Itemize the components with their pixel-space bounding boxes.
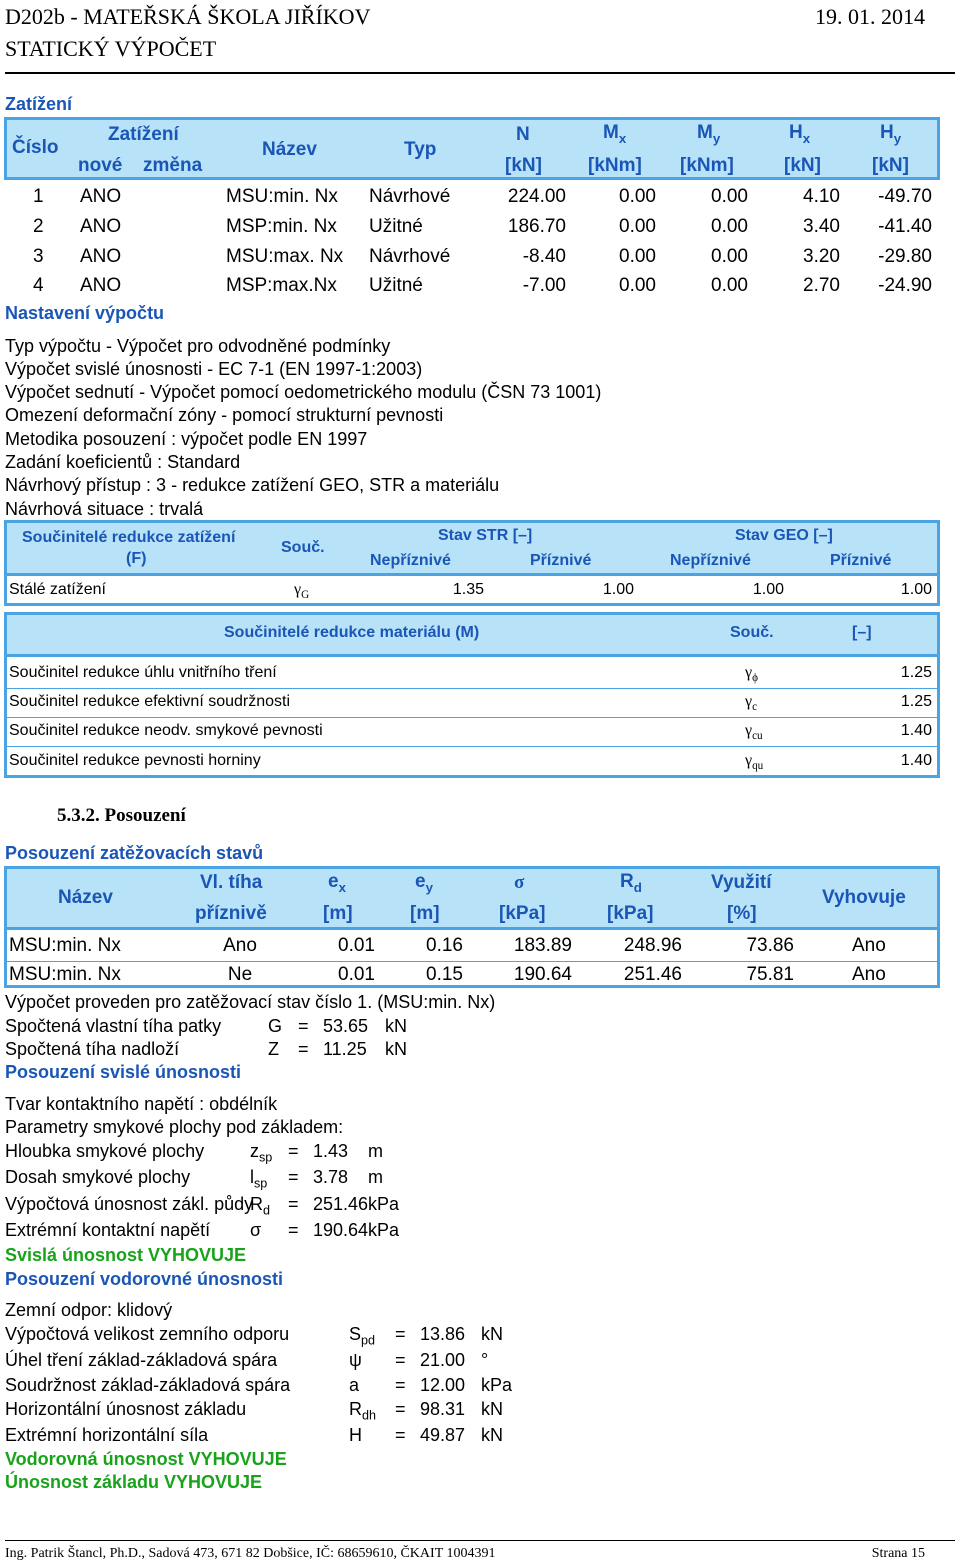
col-mx: $M_x$ [603, 122, 627, 146]
calc-label: Soudržnost základ-základová spára [5, 1375, 291, 1395]
calc-label: Horizontální únosnost základu [5, 1399, 247, 1419]
nastaveni-line: Návrhová situace : trvalá [5, 499, 204, 519]
row-divider [7, 961, 937, 962]
material-row-label: Součinitel redukce pevnosti horniny [9, 752, 261, 769]
row-my: 0.00 [711, 246, 748, 267]
pos-row-ey: 0.15 [426, 964, 463, 985]
row-hx: 4.10 [803, 186, 840, 207]
calc-unit: m [368, 1141, 383, 1161]
row-my: 0.00 [711, 275, 748, 296]
material-row-value: 1.25 [900, 693, 932, 710]
nastaveni-line: Návrhový přístup : 3 - redukce zatížení GEO, STR a materiálu [5, 475, 500, 495]
material-row-symbol [745, 722, 763, 742]
pos-row-nazev: MSU:min. Nx [9, 964, 121, 985]
calc-eq: = [395, 1425, 406, 1445]
row-cislo: 2 [33, 216, 44, 237]
pos-row-ex: 0.01 [338, 935, 375, 956]
row-hx: 3.40 [803, 216, 840, 237]
nastaveni-line: Zadání koeficientů : Standard [5, 452, 241, 472]
pos-col-prizn: příznivě [195, 903, 267, 924]
col-hy: $H_y$ [880, 122, 902, 146]
pos-row-ex: 0.01 [338, 964, 375, 985]
calc-unit: kN [481, 1399, 503, 1419]
row-divider [7, 688, 937, 689]
pos-col-ey-unit: [m] [410, 903, 440, 924]
calc-unit: kN [481, 1324, 503, 1344]
vypocet-line1: Výpočet proveden pro zatěžovací stav číslo 1. (MSU:min. Nx) [5, 992, 496, 1012]
row-cislo: 4 [33, 275, 44, 296]
souc-materialu-unit: [–] [852, 624, 872, 641]
calc-eq: = [395, 1350, 406, 1370]
nadlozi-symbol: Z [268, 1039, 279, 1059]
pos-row-sigma: 190.64 [513, 964, 572, 985]
calc-symbol [349, 1350, 362, 1374]
row-nove: ANO [80, 275, 122, 296]
pos-col-sigma-unit: [kPa] [499, 903, 546, 924]
calc-unit: kN [481, 1425, 503, 1445]
calc-value: 49.87 [420, 1425, 466, 1445]
calc-symbol [349, 1375, 359, 1399]
symbol-sub: pd [361, 1333, 376, 1348]
calc-value: 13.86 [420, 1324, 466, 1344]
pos-col-vyhovuje: Vyhovuje [822, 887, 906, 908]
col-hx-unit: [kN] [784, 155, 821, 176]
geo-neprizn-value: 1.00 [752, 581, 784, 598]
col-mx-unit: [kNm] [588, 155, 642, 176]
symbol-main: R [250, 1194, 263, 1214]
row-divider [7, 746, 937, 747]
calc-eq: = [395, 1399, 406, 1419]
row-mx: 0.00 [619, 186, 656, 207]
pos-col-ex: $e_x$ [328, 871, 346, 895]
pos-row-vyuziti: 75.81 [746, 964, 794, 985]
material-row-label: Součinitel redukce úhlu vnitřního tření [9, 664, 277, 681]
pos-row-rd: 248.96 [623, 935, 682, 956]
zatizeni-title: Zatížení [5, 94, 73, 114]
row-n: -8.40 [522, 246, 566, 267]
nadlozi-unit: kN [385, 1039, 407, 1059]
calc-label: Extrémní horizontální síla [5, 1425, 209, 1445]
row-hx: 3.20 [803, 246, 840, 267]
gamma-symbol: γ [745, 752, 753, 769]
gamma-subscript: ϕ [752, 672, 758, 685]
posouzeni-header-box [4, 866, 940, 930]
symbol-main: S [349, 1324, 362, 1344]
pos-col-nazev: Název [58, 887, 113, 908]
calc-eq: = [288, 1167, 299, 1187]
nastaveni-line: Omezení deformační zóny - pomocí strukturní pevnosti [5, 405, 444, 425]
row-n: 186.70 [507, 216, 566, 237]
posouzeni-stavu-title: Posouzení zatěžovacích stavů [5, 843, 264, 863]
symbol-sub: sp [259, 1150, 273, 1165]
footer-page: Strana 15 [871, 1546, 925, 1561]
pos-col-ex-unit: [m] [323, 903, 353, 924]
calc-label: Extrémní kontaktní napětí [5, 1220, 211, 1240]
row-mx: 0.00 [619, 216, 656, 237]
str-neprizn-value: 1.35 [452, 581, 484, 598]
calc-value: 3.78 [313, 1167, 349, 1187]
col-my-unit: [kNm] [680, 155, 734, 176]
calc-value: 98.31 [420, 1399, 466, 1419]
calc-value: 190.64 [313, 1220, 369, 1240]
calc-symbol [250, 1141, 272, 1165]
calc-eq: = [288, 1220, 299, 1240]
pos-row-ey: 0.16 [426, 935, 463, 956]
calc-unit: kPa [481, 1375, 513, 1395]
row-divider [7, 717, 937, 718]
nastaveni-line: Výpočet svislé únosnosti - EC 7-1 (EN 1997-1:2003) [5, 359, 423, 379]
parametry-smykove-plochy: Parametry smykové plochy pod základem: [5, 1117, 344, 1137]
calc-label: Hloubka smykové plochy [5, 1141, 205, 1161]
souc-zatizeni-head2: (F) [126, 550, 147, 567]
vlastni-tiha-symbol: G [268, 1016, 283, 1036]
souc-materialu-head: Součinitelé redukce materiálu (M) [224, 624, 480, 641]
col-hy-unit: [kN] [872, 155, 909, 176]
row-hy: -24.90 [878, 275, 932, 296]
material-row-value: 1.40 [900, 752, 932, 769]
material-row-symbol [745, 664, 758, 684]
nastaveni-line: Metodika posouzení : výpočet podle EN 1997 [5, 429, 368, 449]
pos-row-nazev: MSU:min. Nx [9, 935, 121, 956]
symbol-main: l [250, 1167, 254, 1187]
calc-symbol [349, 1399, 376, 1423]
row-nazev: MSU:max. Nx [226, 246, 344, 267]
document-date: 19. 01. 2014 [815, 4, 925, 29]
col-zmena: změna [143, 155, 203, 176]
pos-col-rd: $R_d$ [620, 871, 642, 895]
row-my: 0.00 [711, 186, 748, 207]
calc-label: Úhel tření základ-základová spára [5, 1350, 278, 1370]
row-hy: -41.40 [878, 216, 932, 237]
str-prizn-value: 1.00 [602, 581, 634, 598]
nastaveni-title: Nastavení výpočtu [5, 303, 165, 323]
row-nove: ANO [80, 246, 122, 267]
vodorovna-ok: Vodorovná únosnost VYHOVUJE [5, 1449, 287, 1469]
row-hy: -29.80 [878, 246, 932, 267]
symbol-main: z [250, 1141, 259, 1161]
row-typ: Užitné [369, 275, 423, 296]
row-typ: Návrhové [369, 246, 451, 267]
gamma-symbol: γ [745, 693, 753, 710]
col-zatizeni: Zatížení [108, 124, 179, 145]
gamma-subscript: c [752, 701, 758, 714]
footer-rule [5, 1540, 955, 1541]
str-neprizn: Nepříznivé [370, 552, 451, 569]
material-row-label: Součinitel redukce neodv. smykové pevnosti [9, 722, 323, 739]
calc-symbol [349, 1324, 375, 1348]
calc-label: Výpočtová únosnost zákl. půdy [5, 1194, 254, 1214]
calc-label: Výpočtová velikost zemního odporu [5, 1324, 290, 1344]
svisla-title: Posouzení svislé únosnosti [5, 1062, 242, 1082]
nadlozi-label: Spočtená tíha nadloží [5, 1039, 180, 1059]
footer-author: Ing. Patrik Štancl, Ph.D., Sadová 473, 671 82 Dobšice, IČ: 68659610, ČKAIT 1004391 [5, 1546, 496, 1561]
svisla-ok: Svislá únosnost VYHOVUJE [5, 1245, 247, 1265]
pos-row-rd: 251.46 [623, 964, 682, 985]
nastaveni-line: Výpočet sednutí - Výpočet pomocí oedometrického modulu (ČSN 73 1001) [5, 382, 602, 402]
calc-unit: ° [481, 1350, 489, 1370]
geo-prizn-value: 1.00 [900, 581, 932, 598]
zemni-odpor: Zemní odpor: klidový [5, 1300, 173, 1320]
pos-col-vyuziti-unit: [%] [727, 903, 757, 924]
row-nove: ANO [80, 186, 122, 207]
document-title: D202b - MATEŘSKÁ ŠKOLA JIŘÍKOV [5, 4, 371, 29]
str-prizn: Příznivé [530, 552, 592, 569]
row-cislo: 3 [33, 246, 44, 267]
row-n: 224.00 [507, 186, 566, 207]
symbol-sub: d [263, 1203, 271, 1218]
vodorovna-title: Posouzení vodorovné únosnosti [5, 1269, 284, 1289]
row-cislo: 1 [33, 186, 44, 207]
symbol-main: a [349, 1375, 360, 1395]
material-row-value: 1.40 [900, 722, 932, 739]
symbol-main: H [349, 1425, 362, 1445]
souc-zatizeni-head1: Součinitelé redukce zatížení [22, 529, 236, 546]
stav-str: Stav STR [–] [438, 527, 533, 544]
vlastni-tiha-label: Spočtená vlastní tíha patky [5, 1016, 222, 1036]
col-cislo: Číslo [12, 137, 59, 158]
col-n: N [516, 124, 530, 145]
row-mx: 0.00 [619, 275, 656, 296]
stale-zatizeni-label: Stálé zatížení [9, 581, 106, 598]
row-typ: Návrhové [369, 186, 451, 207]
col-typ: Typ [404, 139, 437, 160]
header-rule [5, 72, 955, 74]
geo-prizn: Příznivé [830, 552, 892, 569]
calc-eq: = [395, 1324, 406, 1344]
vlastni-tiha-value: 53.65 [323, 1016, 369, 1036]
symbol-main: ψ [349, 1350, 362, 1370]
row-my: 0.00 [711, 216, 748, 237]
pos-row-sigma: 183.89 [513, 935, 572, 956]
row-n: -7.00 [522, 275, 566, 296]
zaklad-ok: Únosnost základu VYHOVUJE [5, 1472, 263, 1492]
pos-row-vyhovuje: Ano [852, 935, 886, 956]
symbol-sub: sp [254, 1176, 268, 1191]
col-hx: $H_x$ [789, 122, 811, 146]
stav-geo: Stav GEO [–] [735, 527, 833, 544]
tvar-napeti: Tvar kontaktního napětí : obdélník [5, 1094, 278, 1114]
calc-label: Dosah smykové plochy [5, 1167, 191, 1187]
symbol-main: R [349, 1399, 362, 1419]
gamma-symbol: γ [745, 722, 753, 739]
gamma-g-symbol: $\gamma_G$ [294, 581, 310, 602]
gamma-subscript: qu [752, 760, 764, 773]
col-nove: nové [78, 155, 123, 176]
material-row-value: 1.25 [900, 664, 932, 681]
pos-col-vyuziti: Využití [711, 872, 772, 893]
pos-row-vyuziti: 73.86 [746, 935, 794, 956]
gamma-symbol: γ [745, 664, 753, 681]
souc-materialu-souc: Souč. [730, 624, 774, 641]
col-n-unit: [kN] [505, 155, 542, 176]
row-hy: -49.70 [878, 186, 932, 207]
geo-neprizn: Nepříznivé [670, 552, 751, 569]
row-typ: Užitné [369, 216, 423, 237]
row-nove: ANO [80, 216, 122, 237]
material-row-symbol [745, 693, 757, 713]
pos-row-vl: Ano [223, 935, 257, 956]
calc-symbol [250, 1194, 270, 1218]
pos-row-vyhovuje: Ano [852, 964, 886, 985]
calc-unit: m [368, 1167, 383, 1187]
calc-eq: = [288, 1194, 299, 1214]
calc-symbol [250, 1220, 261, 1244]
gamma-subscript: cu [752, 730, 763, 743]
section-heading: 5.3.2. Posouzení [57, 805, 186, 826]
row-nazev: MSP:min. Nx [226, 216, 337, 237]
calc-value: 251.46 [313, 1194, 369, 1214]
nastaveni-line: Typ výpočtu - Výpočet pro odvodněné podmínky [5, 336, 391, 356]
material-row-label: Součinitel redukce efektivní soudržnosti [9, 693, 291, 710]
nadlozi-eq: = [298, 1039, 309, 1059]
calc-unit: kPa [368, 1194, 400, 1214]
row-nazev: MSU:min. Nx [226, 186, 338, 207]
calc-value: 1.43 [313, 1141, 349, 1161]
row-nazev: MSP:max.Nx [226, 275, 337, 296]
document-subtitle: STATICKÝ VÝPOČET [5, 36, 217, 61]
pos-col-ey: $e_y$ [415, 871, 433, 895]
calc-symbol [349, 1425, 362, 1449]
nadlozi-value: 11.25 [323, 1039, 367, 1059]
calc-unit: kPa [368, 1220, 400, 1240]
calc-value: 21.00 [420, 1350, 466, 1370]
calc-value: 12.00 [420, 1375, 466, 1395]
pos-col-sigma: σ [514, 872, 525, 893]
symbol-main: σ [250, 1220, 262, 1240]
row-hx: 2.70 [803, 275, 840, 296]
calc-eq: = [395, 1375, 406, 1395]
row-mx: 0.00 [619, 246, 656, 267]
material-row-symbol [745, 752, 763, 772]
pos-col-vl: Vl. tíha [200, 872, 263, 893]
pos-row-vl: Ne [227, 964, 253, 985]
calc-symbol [250, 1167, 267, 1191]
calc-eq: = [288, 1141, 299, 1161]
vlastni-tiha-eq: = [298, 1016, 309, 1036]
col-my: $M_y$ [697, 122, 721, 146]
col-nazev: Název [262, 139, 317, 160]
pos-col-rd-unit: [kPa] [607, 903, 654, 924]
souc-zatizeni-souc: Souč. [281, 539, 325, 556]
vlastni-tiha-unit: kN [385, 1016, 407, 1036]
symbol-sub: dh [362, 1408, 377, 1423]
